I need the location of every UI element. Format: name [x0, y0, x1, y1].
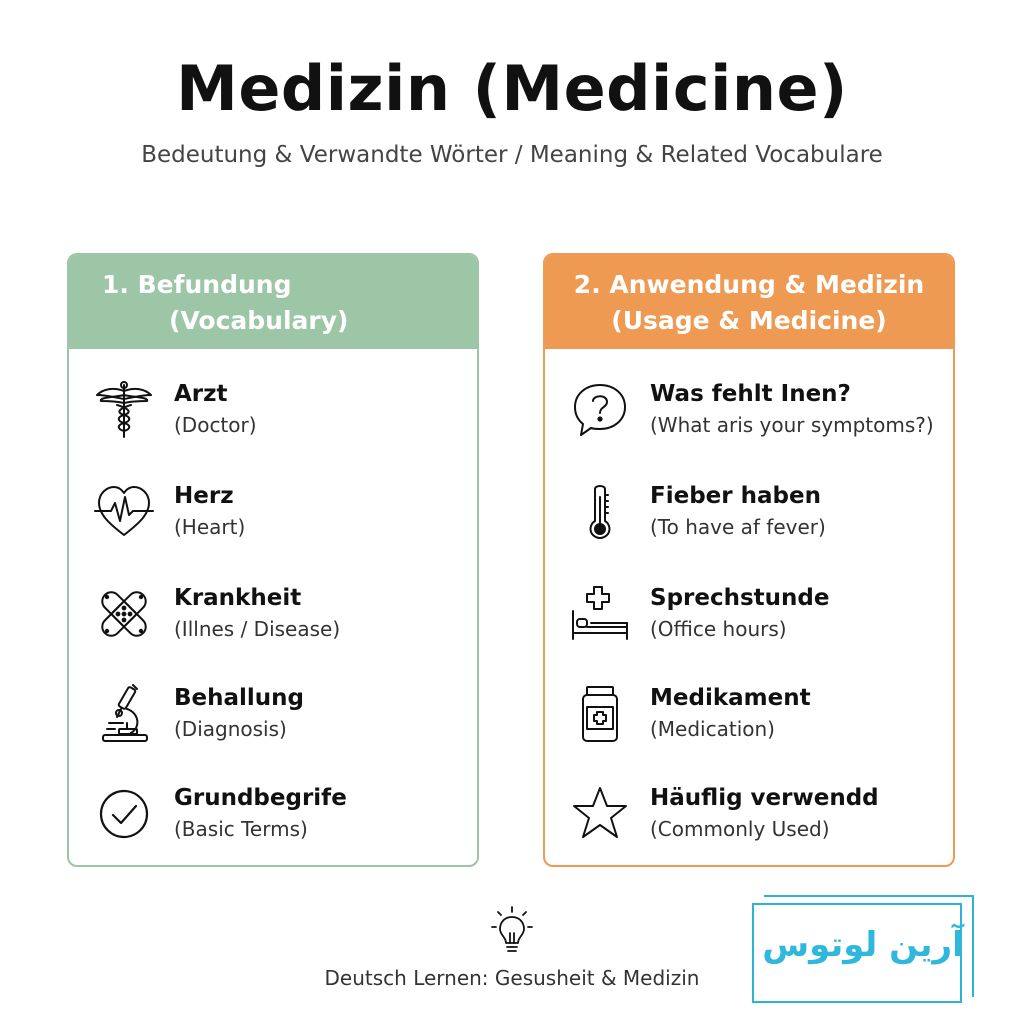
usage-translation: (What aris your symptoms?) [650, 413, 934, 437]
card-header-line2: (Vocabulary) [169, 306, 349, 335]
logo-text: آرین لوتوس [762, 925, 964, 965]
star-icon [569, 783, 631, 845]
page-subtitle: Bedeutung & Verwandte Wörter / Meaning & Related Vocabulare [141, 142, 883, 168]
usage-item-sprechstunde [545, 583, 953, 663]
vocab-translation: (Illnes / Disease) [174, 617, 341, 641]
vocab-item-krankheit [69, 583, 477, 663]
vocab-term: Herz [174, 483, 234, 509]
heart-pulse-icon [93, 481, 155, 543]
card-header-line1: 1. Befundung [102, 270, 292, 299]
vocab-item-behallung [69, 683, 477, 763]
brand-logo [752, 895, 978, 1007]
vocab-translation: (Basic Terms) [174, 817, 308, 841]
usage-item-haeuflig-verwendd [545, 783, 953, 863]
usage-term: Was fehlt Inen? [650, 381, 851, 407]
footer-caption: Deutsch Lernen: Gesusheit & Medizin [324, 966, 700, 990]
vocab-item-arzt [69, 379, 477, 459]
page-title: Medizin (Medicine) [176, 52, 848, 125]
vocabulary-card [67, 253, 479, 867]
usage-translation: (Office hours) [650, 617, 787, 641]
vocab-item-herz [69, 481, 477, 561]
usage-item-fieber-haben [545, 481, 953, 561]
caduceus-icon [93, 379, 155, 441]
usage-translation: (To have af fever) [650, 515, 826, 539]
usage-item-medikament [545, 683, 953, 763]
vocab-term: Arzt [174, 381, 228, 407]
hospital-bed-icon [569, 583, 631, 645]
vocab-term: Krankheit [174, 585, 302, 611]
thermometer-icon [569, 481, 631, 543]
medicine-bottle-icon [569, 683, 631, 745]
vocab-term: Behallung [174, 685, 305, 711]
vocab-translation: (Diagnosis) [174, 717, 287, 741]
usage-card-header [545, 255, 953, 349]
usage-translation: (Commonly Used) [650, 817, 830, 841]
vocab-translation: (Doctor) [174, 413, 257, 437]
usage-card [543, 253, 955, 867]
card-header-line1: 2. Anwendung & Medizin [573, 270, 925, 299]
vocab-item-grundbegrife [69, 783, 477, 863]
vocabulary-card-header [69, 255, 477, 349]
checkmark-circle-icon [93, 783, 155, 845]
question-bubble-icon [569, 379, 631, 441]
vocab-translation: (Heart) [174, 515, 246, 539]
usage-translation: (Medication) [650, 717, 775, 741]
usage-term: Häuflig verwendd [650, 785, 879, 811]
vocab-term: Grundbegrife [174, 785, 347, 811]
usage-term: Sprechstunde [650, 585, 830, 611]
bandage-icon [93, 583, 155, 645]
lightbulb-icon [488, 905, 536, 957]
card-header-line2: (Usage & Medicine) [611, 306, 887, 335]
usage-term: Medikament [650, 685, 811, 711]
usage-term: Fieber haben [650, 483, 821, 509]
usage-item-was-fehlt-inen [545, 379, 953, 459]
microscope-icon [93, 683, 155, 745]
